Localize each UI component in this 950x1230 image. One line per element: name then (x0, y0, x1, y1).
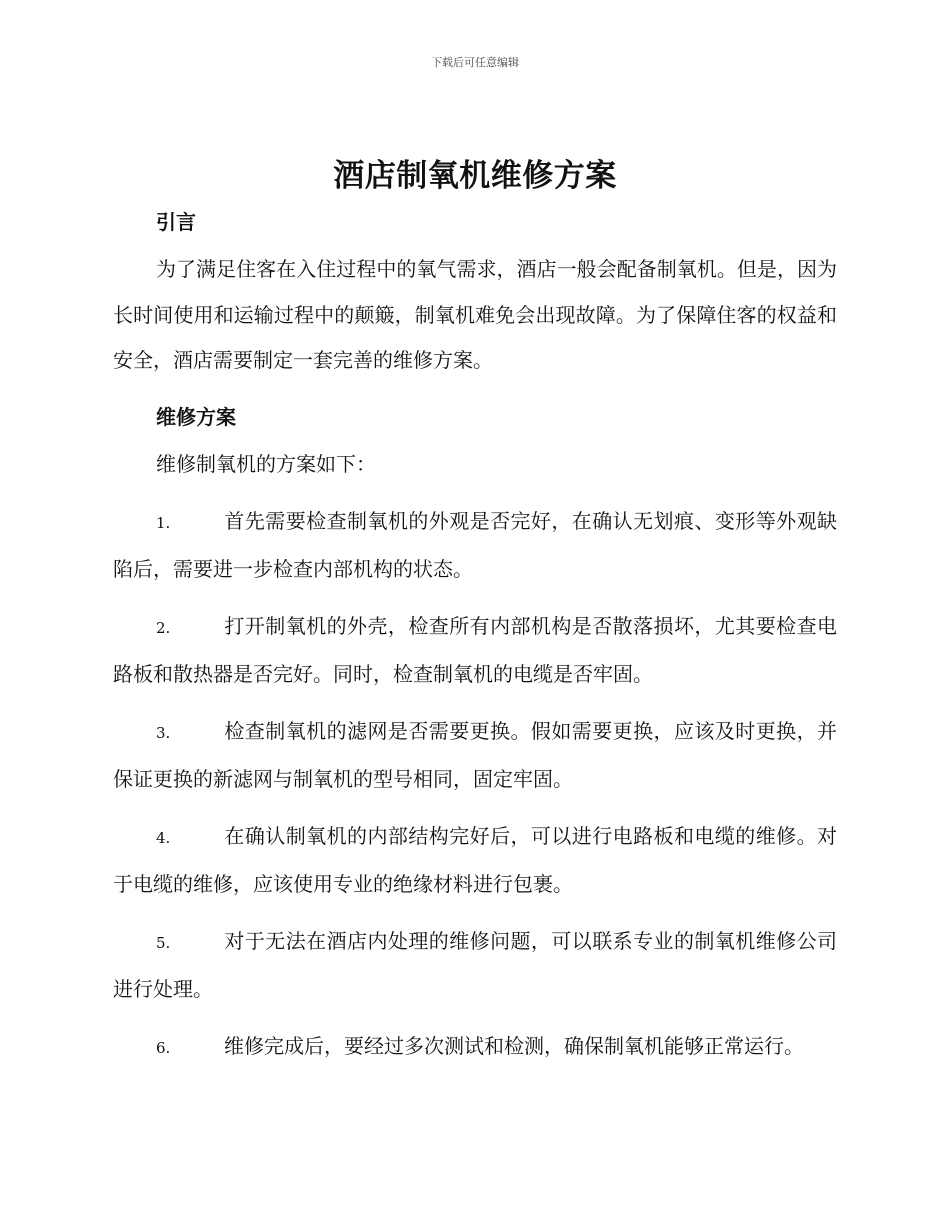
list-item-number: 4. (156, 829, 171, 847)
list-item-number: 1. (156, 514, 171, 532)
list-item-text: 首先需要检查制氧机的外观是否完好，在确认无划痕、变形等外观缺陷后，需要进一步检查内部机构的状态。 (113, 509, 837, 581)
plan-intro-paragraph: 维修制氧机的方案如下： (156, 451, 376, 476)
list-item (113, 709, 837, 802)
list-item (113, 604, 837, 697)
intro-paragraph: 为了满足住客在入住过程中的氧气需求，酒店一般会配备制氧机。但是，因为长时间使用和运输过程中的颠簸，制氧机难免会出现故障。为了保障住客的权益和安全，酒店需要制定一套完善的维修方案。 (113, 257, 837, 372)
list-item-number: 3. (156, 724, 171, 742)
list-item-text: 打开制氧机的外壳，检查所有内部机构是否散落损坏，尤其要检查电路板和散热器是否完好。同时，检查制氧机的电缆是否牢固。 (113, 614, 837, 686)
list-item-number: 6. (156, 1039, 171, 1057)
section-heading-intro: 引言 (156, 210, 196, 234)
list-item (113, 814, 837, 907)
page-title: 酒店制氧机维修方案 (333, 158, 617, 194)
list-item-text: 在确认制氧机的内部结构完好后，可以进行电路板和电缆的维修。对于电缆的维修，应该使用专业的绝缘材料进行包裹。 (113, 824, 837, 896)
header-note: 下载后可任意编辑 (431, 56, 519, 69)
list-item (113, 1024, 837, 1072)
list-item-number: 5. (156, 934, 171, 952)
section-heading-plan: 维修方案 (156, 404, 236, 429)
list-item-text: 维修完成后，要经过多次测试和检测，确保制氧机能够正常运行。 (224, 1034, 804, 1058)
list-item-text: 检查制氧机的滤网是否需要更换。假如需要更换，应该及时更换，并保证更换的新滤网与制氧机的型号相同，固定牢固。 (113, 719, 837, 791)
list-item-text: 对于无法在酒店内处理的维修问题，可以联系专业的制氧机维修公司进行处理。 (113, 929, 837, 1001)
document-body (113, 201, 837, 1072)
list-item (113, 499, 837, 592)
list-item-number: 2. (156, 619, 171, 637)
repair-steps-list (113, 499, 837, 1072)
list-item (113, 919, 837, 1012)
